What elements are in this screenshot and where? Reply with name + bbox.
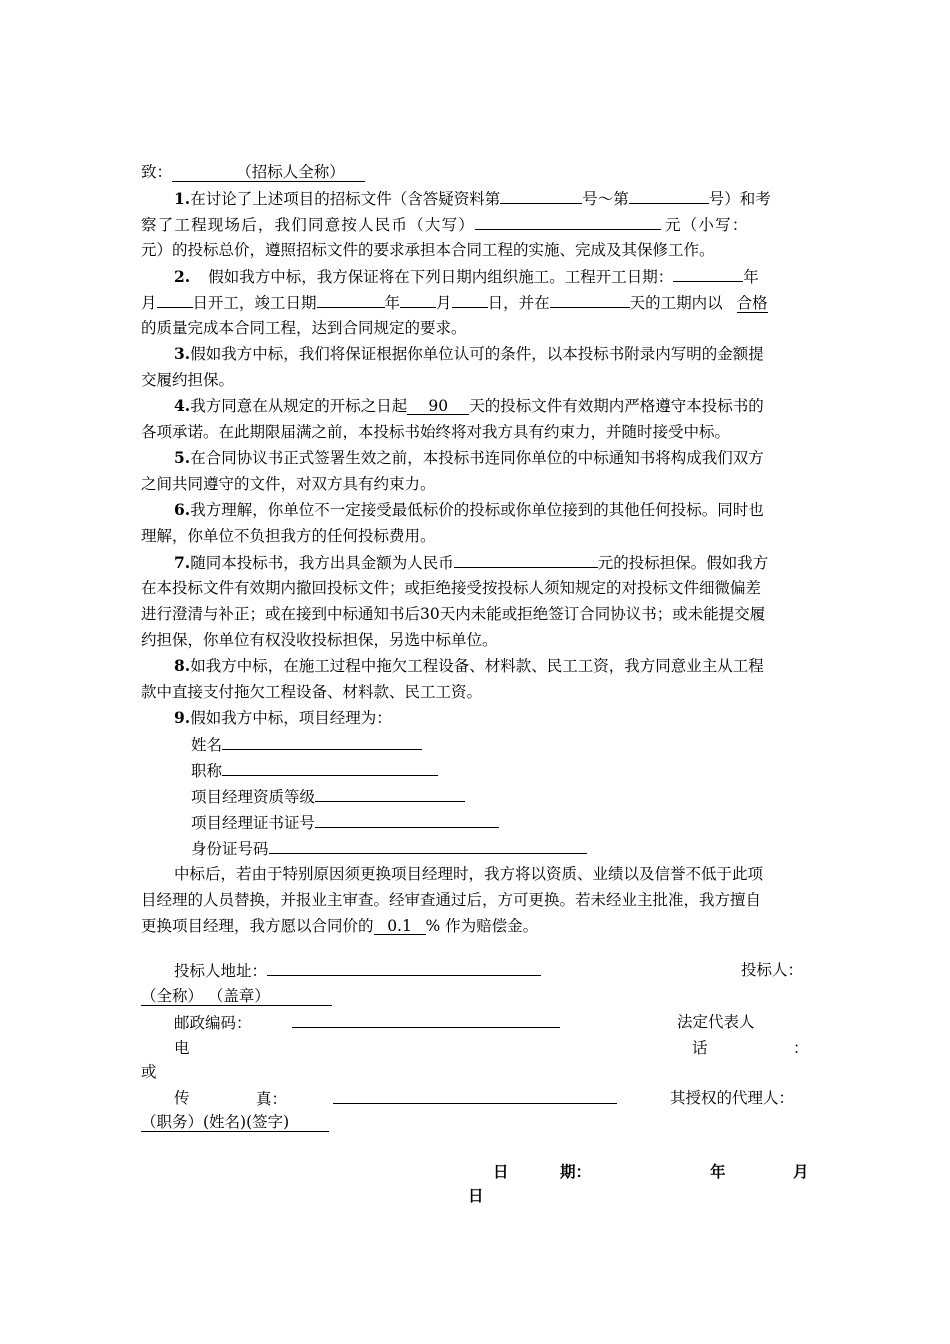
agent-sub: （职务）(姓名)(签字) [141, 1111, 329, 1133]
para-8-line-2: 款中直接支付拖欠工程设备、材料款、民工工资。 [141, 683, 483, 701]
para-1-line-3: 元）的投标总价，遵照招标文件的要求承担本合同工程的实施、完成及其保修工作。 [141, 241, 715, 259]
phone-colon: ： [793, 1039, 809, 1057]
para-9-intro: 9.假如我方中标，项目经理为： [174, 708, 392, 727]
agent-label: 其授权的代理人： [670, 1089, 795, 1107]
pm-title-field[interactable] [222, 759, 438, 776]
fax-label-a: 传 [174, 1089, 190, 1107]
para-5-line-1: 5.在合同协议书正式签署生效之前，本投标书连同你单位的中标通知书将构成我们双方 [174, 448, 764, 467]
para-7-line-1: 7.随同本投标书，我方出具金额为人民币 元的投标担保。假如我方 [174, 553, 769, 572]
date-year: 年 [710, 1162, 726, 1181]
duration-days-field[interactable] [550, 291, 630, 308]
address-field[interactable] [267, 959, 541, 976]
para-3-line-2: 交履约担保。 [141, 371, 235, 389]
bidder-sub: （全称） （盖章） [141, 985, 332, 1007]
qa-to-field[interactable] [629, 187, 709, 204]
start-year-field[interactable] [673, 265, 743, 282]
para-4-line-2: 各项承诺。在此期限届满之前，本投标书始终将对我方具有约束力，并随时接受中标。 [141, 423, 731, 441]
fax-row: 真： [256, 1087, 617, 1110]
or-text: 或 [141, 1063, 157, 1081]
para-6-line-1: 6.我方理解，你单位不一定接受最低标价的投标或你单位接到的其他任何投标。同时也 [174, 500, 764, 519]
quality-standard: 合格 [736, 294, 768, 312]
end-year-field[interactable] [317, 291, 385, 308]
pm-qualification-field[interactable] [315, 785, 465, 802]
salutation-label: 致： [141, 163, 173, 181]
pm-qualification-row: 项目经理资质等级 [141, 785, 859, 808]
postcode-field[interactable] [292, 1011, 560, 1028]
para-8-line-1: 8.如我方中标，在施工过程中拖欠工程设备、材料款、民工工资，我方同意业主从工程 [174, 656, 764, 675]
bid-bond-amount-field[interactable] [454, 551, 598, 568]
end-month-field[interactable] [400, 291, 436, 308]
para-6-line-2: 理解，你单位不负担我方的任何投标费用。 [141, 527, 436, 545]
para-2-line-2: 月 日开工，竣工日期 年 月 日，并在 天的工期内以 合格 [141, 291, 809, 314]
replace-line-2: 目经理的人员替换，并报业主审查。经审查通过后，方可更换。若未经业主批准，我方擅自 [141, 891, 762, 909]
para-2-line-3: 的质量完成本合同工程，达到合同规定的要求。 [141, 319, 467, 337]
para-5-line-2: 之间共同遵守的文件，对双方具有约束力。 [141, 475, 436, 493]
qa-from-field[interactable] [500, 187, 582, 204]
date-day: 日 [468, 1186, 484, 1205]
address-row: 投标人地址： [174, 959, 541, 982]
pm-name-row: 姓名 [141, 733, 859, 756]
pm-certificate-row: 项目经理证书证号 [141, 811, 859, 834]
start-month-field[interactable] [157, 291, 193, 308]
para-2-line-1: 2. 假如我方中标，我方保证将在下列日期内组织施工。工程开工日期： 年 [174, 267, 759, 286]
phone-label-b: 话 [692, 1039, 708, 1057]
replace-line-3: 更换项目经理，我方愿以合同价的 0.1 % 作为赔偿金。 [141, 917, 539, 935]
bidder-label: 投标人： [741, 961, 804, 979]
fax-field[interactable] [333, 1087, 617, 1104]
penalty-rate-field[interactable]: 0.1 [374, 918, 426, 935]
para-3-line-1: 3.假如我方中标，我们将保证根据你单位认可的条件，以本投标书附录内写明的金额提 [174, 344, 764, 363]
pm-id-field[interactable] [269, 837, 587, 854]
date-label-b: 期： [560, 1162, 592, 1181]
tenderee-field[interactable]: （招标人全称） [172, 163, 365, 182]
pm-certificate-field[interactable] [315, 811, 499, 828]
para-7-line-3: 进行澄清与补正；或在接到中标通知书后30天内未能或拒绝签订合同协议书；或未能提交履 [141, 605, 766, 623]
amount-uppercase-field[interactable] [475, 213, 661, 230]
postcode-row: 邮政编码： [174, 1011, 560, 1034]
legal-rep-label: 法定代表人 [677, 1013, 755, 1031]
validity-days-field[interactable]: 90 [407, 398, 469, 415]
para-1-line-2: 察了工程现场后，我们同意按人民币（大写） 元（小写： [141, 213, 809, 236]
pm-name-field[interactable] [222, 733, 422, 750]
end-day-field[interactable] [452, 291, 488, 308]
replace-line-1: 中标后，若由于特别原因须更换项目经理时，我方将以资质、业绩以及信誉不低于此项 [174, 865, 764, 883]
pm-id-row: 身份证号码 [141, 837, 859, 860]
para-7-line-4: 约担保，你单位有权没收投标担保，另选中标单位。 [141, 631, 498, 649]
para-7-line-2: 在本投标文件有效期内撤回投标文件；或拒绝接受按投标人须知规定的对投标文件细微偏差 [141, 579, 762, 597]
date-month: 月 [793, 1162, 809, 1181]
pm-title-row: 职称 [141, 759, 859, 782]
date-label-a: 日 [493, 1162, 509, 1181]
para-1-line-1: 1.在讨论了上述项目的招标文件（含答疑资料第 号～第 号）和考 [174, 189, 771, 208]
salutation [141, 161, 809, 183]
phone-label-a: 电 [174, 1039, 190, 1057]
para-4-line-1: 4.我方同意在从规定的开标之日起 90 天的投标文件有效期内严格遵守本投标书的 [174, 396, 764, 415]
